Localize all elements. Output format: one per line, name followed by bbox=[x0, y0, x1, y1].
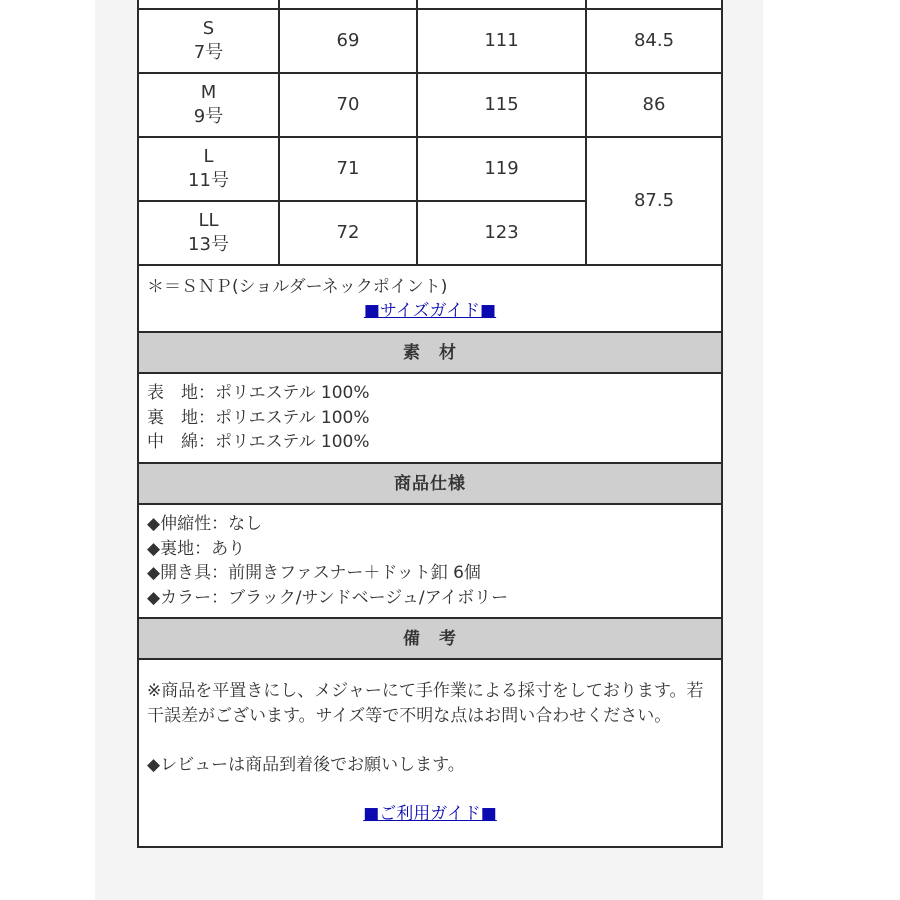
material-row bbox=[138, 373, 722, 463]
remarks-text: ※商品を平置きにし、メジャーにて手作業による採寸をしております。若干誤差がございます。サイズ等で不明な点はお問い合わせください。 bbox=[147, 681, 704, 726]
cell: 69 bbox=[279, 9, 417, 73]
cell: 115 bbox=[417, 73, 586, 137]
snp-note: ＊＝ＳＮＰ(ショルダーネックポイント) bbox=[147, 276, 448, 297]
size-guide-link[interactable]: ■サイズガイド■ bbox=[363, 301, 497, 321]
size-label: S bbox=[202, 18, 215, 39]
cell: 123 bbox=[417, 201, 586, 265]
material-header: 素 材 bbox=[138, 332, 722, 373]
material-line: 中 綿：ポリエステル 100% bbox=[147, 432, 370, 453]
table-row bbox=[138, 0, 722, 9]
remarks-header: 備 考 bbox=[138, 618, 722, 659]
spec-row bbox=[138, 504, 722, 618]
cell: 119 bbox=[417, 137, 586, 201]
cell: 86 bbox=[586, 73, 722, 137]
review-note: ◆レビューは商品到着後でお願いします。 bbox=[147, 755, 465, 775]
cell: 87.5 bbox=[586, 137, 722, 265]
size-row-s bbox=[138, 9, 722, 73]
cell: 84.5 bbox=[586, 9, 722, 73]
snp-note-row bbox=[138, 265, 722, 332]
size-label: M bbox=[200, 82, 217, 103]
spec-line: ◆裏地：あり bbox=[147, 538, 246, 559]
spec-line: ◆伸縮性：なし bbox=[147, 514, 263, 534]
remarks-header-row bbox=[138, 618, 722, 659]
remarks-row bbox=[138, 659, 722, 847]
material-line: 裏 地：ポリエステル 100% bbox=[147, 407, 370, 428]
cell: 111 bbox=[417, 9, 586, 73]
material-header-row bbox=[138, 332, 722, 373]
size-number: 7号 bbox=[193, 42, 224, 63]
size-label: L bbox=[203, 146, 214, 167]
spec-header: 商品仕様 bbox=[138, 463, 722, 504]
spec-line: ◆カラー：ブラック/サンドベージュ/アイボリー bbox=[147, 587, 509, 608]
usage-guide-link[interactable]: ■ご利用ガイド■ bbox=[363, 804, 497, 824]
size-number: 11号 bbox=[188, 170, 229, 191]
cell: 70 bbox=[279, 73, 417, 137]
size-row-m bbox=[138, 73, 722, 137]
spec-header-row bbox=[138, 463, 722, 504]
material-line: 表 地：ポリエステル 100% bbox=[147, 383, 370, 404]
size-label: LL bbox=[198, 210, 219, 231]
spec-line: ◆開き具：前開きファスナー＋ドット釦 6個 bbox=[147, 563, 481, 583]
size-number: 13号 bbox=[188, 234, 229, 255]
cell: 71 bbox=[279, 137, 417, 201]
size-number: 9号 bbox=[193, 106, 224, 127]
cell: 72 bbox=[279, 201, 417, 265]
product-info-table bbox=[137, 0, 723, 848]
size-row-l bbox=[138, 137, 722, 201]
